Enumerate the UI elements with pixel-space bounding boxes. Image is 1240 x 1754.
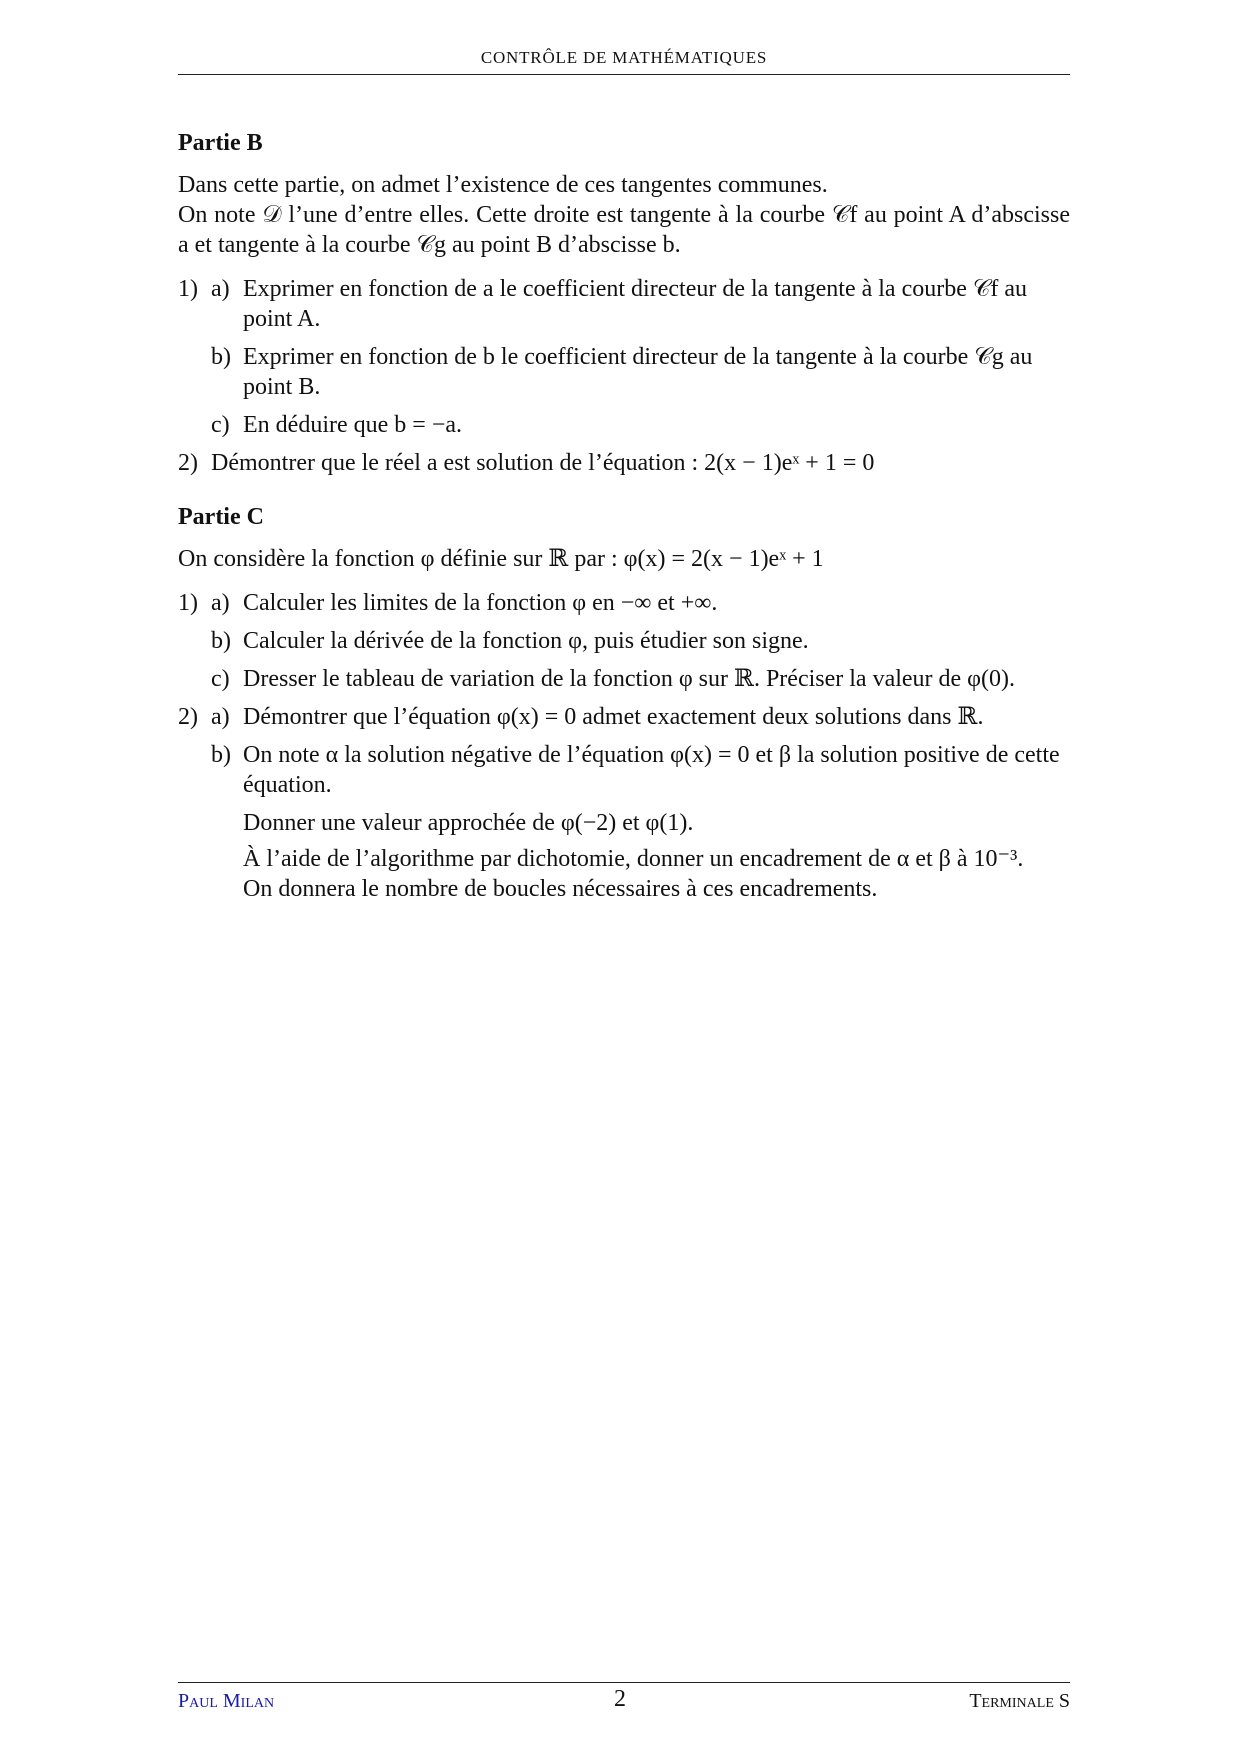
question-letter: a): [211, 590, 230, 616]
question-text: Calculer la dérivée de la fonction φ, puis étudier son signe.: [243, 628, 809, 654]
partB-q2: [178, 448, 1070, 478]
question-text: Démontrer que le réel a est solution de l’équation : 2(x − 1)eˣ + 1 = 0: [211, 450, 875, 476]
question-text: Exprimer en fonction de b le coefficient directeur de la tangente à la courbe 𝒞g au point B.: [243, 344, 1033, 400]
question-number: 2): [178, 704, 198, 730]
question-text: Exprimer en fonction de a le coefficient directeur de la tangente à la courbe 𝒞f au point A.: [243, 276, 1028, 332]
document-content: [178, 128, 1070, 904]
question-text: Démontrer que l’équation φ(x) = 0 admet exactement deux solutions dans ℝ.: [243, 704, 984, 730]
question-number: 1): [178, 276, 198, 302]
partC-q2b-extra-3: On donnera le nombre de boucles nécessaires à ces encadrements.: [243, 876, 878, 902]
partB-intro-2: On note 𝒟 l’une d’entre elles. Cette droite est tangente à la courbe 𝒞f au point A d’abscisse a et tangente à la courbe 𝒞g au point B d’abscisse b.: [178, 202, 1070, 258]
partC-q2b-extra-1: Donner une valeur approchée de φ(−2) et φ(1).: [243, 810, 694, 836]
partC-q2b: [178, 740, 1070, 800]
partC-q1b: [178, 626, 1070, 656]
partC-intro: On considère la fonction φ définie sur ℝ par : φ(x) = 2(x − 1)eˣ + 1: [178, 546, 824, 572]
footer-class: Terminale S: [969, 1690, 1070, 1712]
page-header-title: CONTRÔLE DE MATHÉMATIQUES: [480, 48, 768, 67]
question-letter: b): [211, 742, 231, 768]
footer-rule: [178, 1682, 1070, 1683]
partB-q1b: [178, 342, 1070, 402]
question-letter: b): [211, 628, 231, 654]
partB-title: Partie B: [178, 130, 263, 156]
question-number: 1): [178, 590, 198, 616]
question-text: En déduire que b = −a.: [243, 412, 462, 438]
partC-q1c: [178, 664, 1070, 694]
partC-q1a: [178, 588, 1070, 618]
partB-q1a: [178, 274, 1070, 334]
partC-q2b-extra-2: À l’aide de l’algorithme par dichotomie, donner un encadrement de α et β à 10⁻³.: [243, 846, 1024, 872]
question-letter: a): [211, 704, 230, 730]
question-letter: a): [211, 276, 230, 302]
partB-q1c: [178, 410, 1070, 440]
question-text: Dresser le tableau de variation de la fonction φ sur ℝ. Préciser la valeur de φ(0).: [243, 666, 1016, 692]
question-letter: c): [211, 666, 230, 692]
question-text: On note α la solution négative de l’équation φ(x) = 0 et β la solution positive de cette équation.: [243, 742, 1060, 798]
question-number: 2): [178, 450, 198, 476]
partC-q2a: [178, 702, 1070, 732]
partC-question-list: [178, 588, 1070, 904]
question-text: Calculer les limites de la fonction φ en −∞ et +∞.: [243, 590, 718, 616]
partB-intro-1: Dans cette partie, on admet l’existence de ces tangentes communes.: [178, 172, 828, 198]
footer-page-number: 2: [614, 1686, 626, 1712]
question-letter: b): [211, 344, 231, 370]
footer-author: Paul Milan: [178, 1690, 275, 1712]
partC-title: Partie C: [178, 504, 264, 530]
question-letter: c): [211, 412, 230, 438]
header-rule: [178, 74, 1070, 75]
partB-question-list: [178, 274, 1070, 478]
